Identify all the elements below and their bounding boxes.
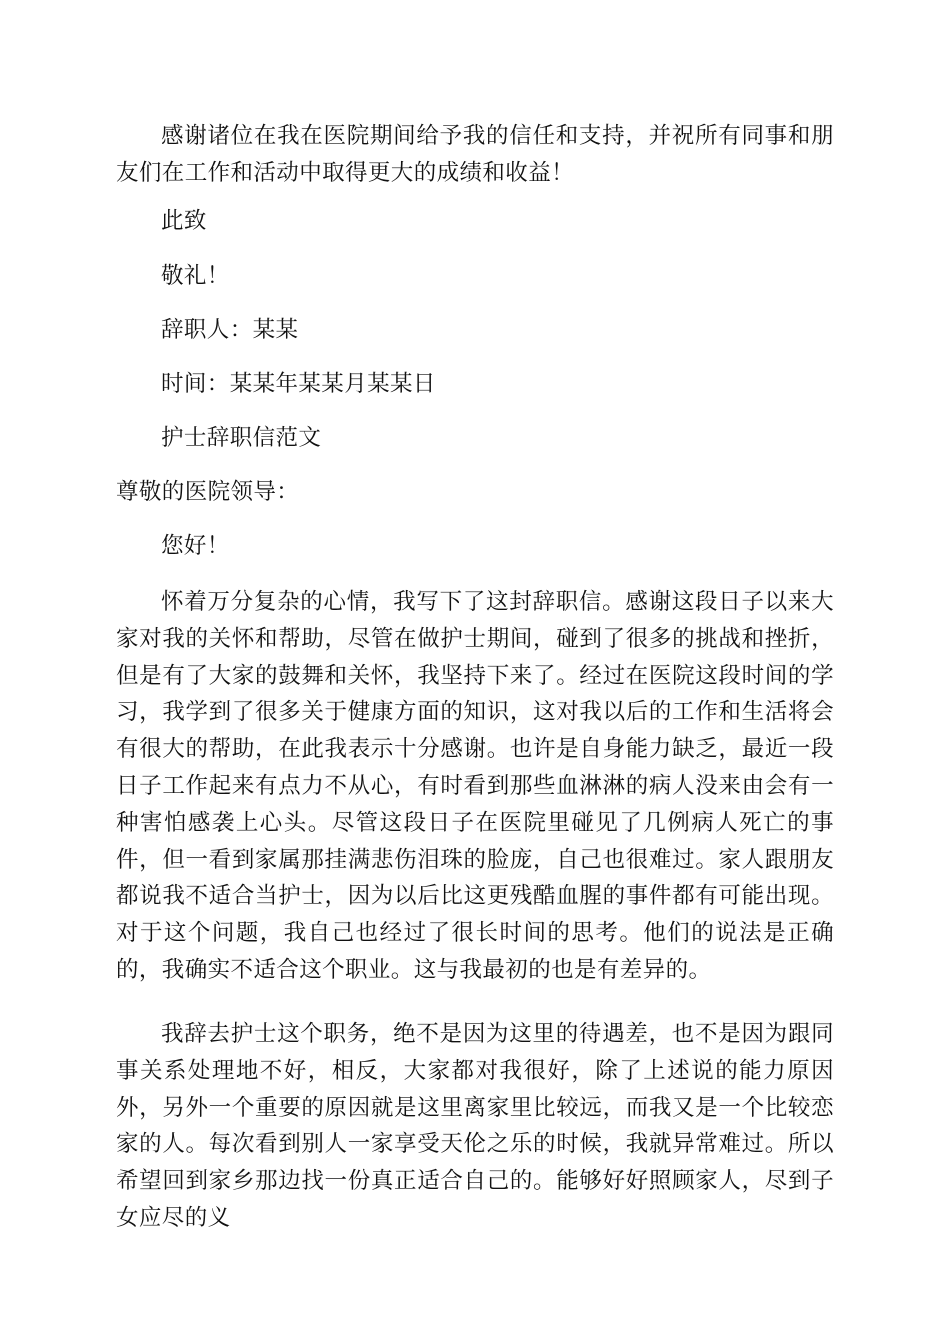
body-paragraph-2: 我辞去护士这个职务，绝不是因为这里的待遇差，也不是因为跟同事关系处理地不好，相反，大家都对我很好，除了上述说的能力原因外，另外一个重要的原因就是这里离家里比较远，而我又是一个比较恋家的人。每次看到别人一家享受天伦之乐的时候，我就异常难过。所以希望回到家乡那边找一份真正适合自己的。能够好好照顾家人，尽到子女应尽的义 [116, 1021, 834, 1231]
body-paragraph-1: 怀着万分复杂的心情，我写下了这封辞职信。感谢这段日子以来大家对我的关怀和帮助，尽管在做护士期间，碰到了很多的挑战和挫折，但是有了大家的鼓舞和关怀，我坚持下来了。经过在医院这段时间的学习，我学到了很多关于健康方面的知识，这对我以后的工作和生活将会有很大的帮助，在此我表示十分感谢。也许是自身能力缺乏，最近一段日子工作起来有点力不从心，有时看到那些血淋淋的病人没来由会有一种害怕感袭上心头。尽管这段日子在医院里碰见了几例病人死亡的事件，但一看到家属那挂满悲伤泪珠的脸庞，自己也很难过。家人跟朋友都说我不适合当护士，因为以后比这更残酷血腥的事件都有可能出现。对于这个问题，我自己也经过了很长时间的思考。他们的说法是正确的，我确实不适合这个职业。这与我最初的也是有差异的。 [116, 589, 834, 983]
closing-paragraph: 感谢诸位在我在医院期间给予我的信任和支持，并祝所有同事和朋友们在工作和活动中取得更大的成绩和收益！ [116, 123, 834, 186]
signer-line: 辞职人：某某 [161, 317, 299, 343]
salutation-line-1: 此致 [161, 208, 207, 234]
addressee-line: 尊敬的医院领导： [116, 479, 300, 505]
date-line: 时间：某某年某某月某某日 [161, 371, 436, 397]
greeting-line: 您好！ [161, 533, 230, 559]
salutation-line-2: 敬礼！ [161, 263, 230, 289]
section-title: 护士辞职信范文 [161, 425, 322, 451]
